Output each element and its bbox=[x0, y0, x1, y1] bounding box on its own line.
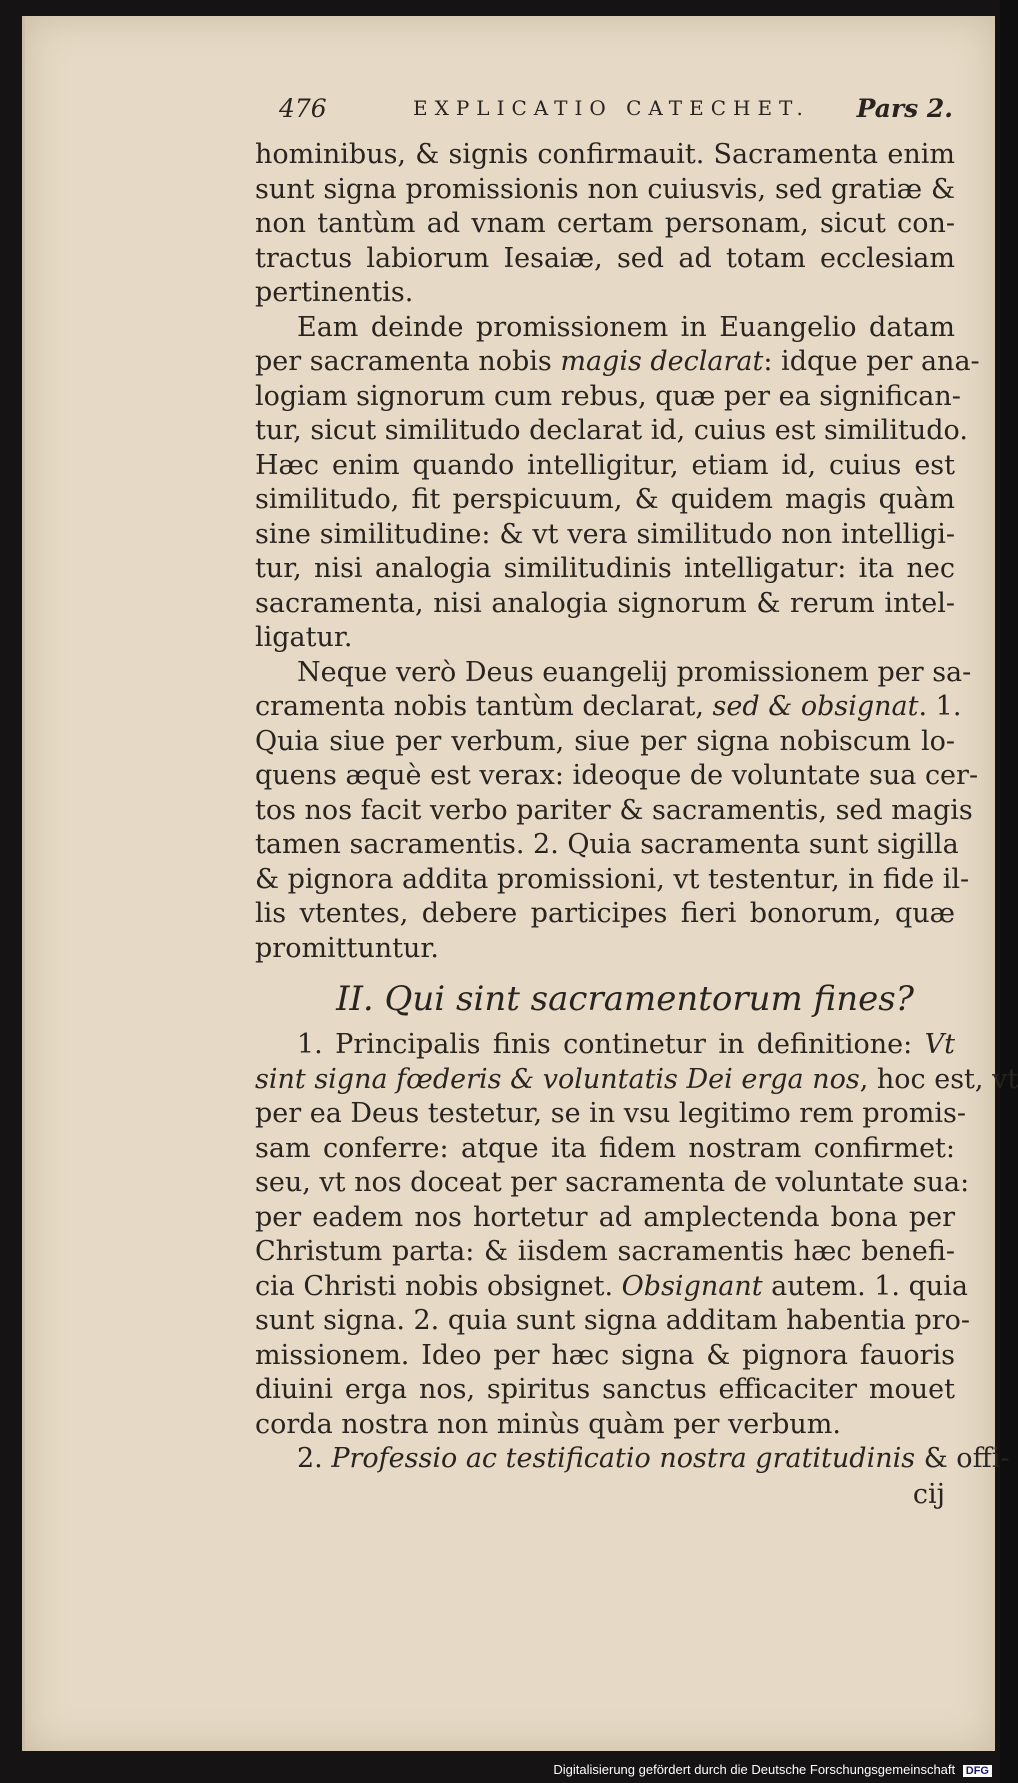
italic-text-run: Vt bbox=[924, 1029, 955, 1060]
text-run: 1. Principalis finis continetur in definitione: bbox=[297, 1029, 925, 1060]
italic-text-run: magis declarat bbox=[560, 346, 764, 377]
text-line bbox=[255, 380, 961, 415]
text-run: : idque per ana- bbox=[763, 346, 980, 377]
text-line bbox=[255, 587, 955, 622]
text-line bbox=[255, 1235, 955, 1270]
paragraphs-before-heading bbox=[255, 138, 980, 966]
text-line bbox=[255, 1442, 1010, 1477]
text-line bbox=[255, 207, 955, 242]
italic-text-run: Obsignant bbox=[621, 1270, 763, 1302]
text-run: pertinentis. bbox=[255, 277, 414, 308]
text-run: missionem. Ideo per hæc signa & pignora fauoris bbox=[255, 1339, 955, 1371]
text-line bbox=[255, 414, 968, 449]
text-block bbox=[255, 92, 1018, 1513]
text-run: non tantùm ad vnam certam personam, sicut con- bbox=[255, 208, 955, 239]
text-line bbox=[255, 794, 973, 829]
credit-text: Digitalisierung gefördert durch die Deutsche Forschungsgemeinschaft bbox=[553, 1762, 956, 1777]
text-line bbox=[255, 1028, 955, 1063]
text-line bbox=[255, 345, 980, 380]
text-run: sunt signa promissionis non cuiusvis, sed gratiæ & bbox=[255, 173, 955, 205]
text-line bbox=[255, 552, 955, 587]
paragraphs-after-heading bbox=[255, 1028, 1018, 1477]
text-line bbox=[255, 1304, 971, 1339]
text-line bbox=[255, 518, 955, 553]
text-line bbox=[255, 311, 955, 346]
text-run: Quia siue per verbum, siue per signa nobiscum lo- bbox=[255, 725, 955, 757]
text-run: sacramenta, nisi analogia signorum & rerum intel- bbox=[255, 587, 955, 619]
text-run: per eadem nos hortetur ad amplectenda bona per bbox=[255, 1201, 955, 1233]
text-line bbox=[255, 1166, 970, 1201]
text-run: tur, sicut similitudo declarat id, cuius est similitudo. bbox=[255, 415, 968, 446]
text-run: quens æquè est verax: ideoque de voluntate sua cer- bbox=[255, 760, 979, 791]
text-run: lis vtentes, debere participes fieri bonorum, quæ bbox=[255, 898, 955, 929]
text-line bbox=[255, 621, 955, 656]
text-run: sunt signa. 2. quia sunt signa additam habentia pro- bbox=[255, 1305, 971, 1336]
text-run: autem. 1. quia bbox=[762, 1270, 968, 1302]
text-line bbox=[255, 759, 979, 794]
text-line bbox=[255, 1339, 955, 1374]
text-run: similitudo, fit perspicuum, & quidem magis quàm bbox=[255, 484, 955, 515]
text-line bbox=[255, 932, 955, 967]
italic-text-run: sed & obsignat bbox=[712, 691, 919, 722]
text-line bbox=[255, 656, 972, 691]
italic-text-run: Professio ac testificatio nostra gratitudinis bbox=[331, 1443, 916, 1474]
text-line bbox=[255, 725, 955, 760]
text-line bbox=[255, 138, 955, 173]
text-line bbox=[255, 276, 955, 311]
text-line bbox=[255, 1063, 1018, 1098]
running-header bbox=[255, 92, 955, 138]
text-run: & pignora addita promissioni, vt testentur, in fide il- bbox=[255, 863, 970, 895]
text-run: promittuntur. bbox=[255, 932, 439, 964]
text-run: Hæc enim quando intelligitur, etiam id, cuius est bbox=[255, 449, 955, 481]
text-run: & offi- bbox=[915, 1443, 1010, 1474]
text-run: cramenta nobis tantùm declarat, bbox=[255, 691, 713, 722]
dfg-logo: DFG bbox=[963, 1765, 992, 1777]
text-line bbox=[255, 863, 970, 898]
text-run: tur, nisi analogia similitudinis intelligatur: ita nec bbox=[255, 553, 955, 584]
book-page bbox=[22, 16, 1018, 1751]
text-run: tamen sacramentis. 2. Quia sacramenta sunt sigilla bbox=[255, 829, 959, 860]
text-run: seu, vt nos doceat per sacramenta de voluntate sua: bbox=[255, 1167, 970, 1198]
text-run: cia Christi nobis obsignet. bbox=[255, 1270, 622, 1302]
section-heading: II. Qui sint sacramentorum fines? bbox=[336, 979, 914, 1019]
text-line bbox=[255, 897, 955, 932]
text-line bbox=[255, 1097, 967, 1132]
text-run: Eam deinde promissionem in Euangelio datam bbox=[297, 311, 955, 343]
text-line bbox=[255, 1408, 955, 1443]
text-line bbox=[255, 242, 955, 277]
text-line bbox=[255, 1270, 968, 1305]
text-run: sine similitudine: & vt vera similitudo non intelligi- bbox=[255, 518, 955, 550]
text-run: Christum parta: & iisdem sacramentis hæc benefi- bbox=[255, 1236, 955, 1267]
digitization-credit bbox=[553, 1762, 992, 1777]
text-run: 2. bbox=[297, 1443, 332, 1474]
text-line bbox=[255, 483, 955, 518]
text-line bbox=[255, 1201, 955, 1236]
part-label: Pars 2. bbox=[856, 94, 953, 123]
text-run: . 1. bbox=[918, 691, 962, 722]
text-line bbox=[255, 1373, 955, 1408]
text-run: Neque verò Deus euangelij promissionem per sa- bbox=[297, 656, 972, 688]
text-line bbox=[255, 690, 962, 725]
page-number: 476 bbox=[279, 94, 327, 123]
catchword: cij bbox=[912, 1478, 945, 1510]
text-run: ligatur. bbox=[255, 622, 353, 653]
text-run: tractus labiorum Iesaiæ, sed ad totam ecclesiam bbox=[255, 242, 955, 274]
text-run: diuini erga nos, spiritus sanctus efficaciter mouet bbox=[255, 1374, 955, 1405]
text-line bbox=[255, 449, 955, 484]
text-line bbox=[255, 173, 955, 208]
text-line bbox=[255, 1132, 955, 1167]
text-run: sam conferre: atque ita fidem nostram confirmet: bbox=[255, 1132, 955, 1164]
text-run: per sacramenta nobis bbox=[255, 346, 561, 377]
text-run: corda nostra non minùs quàm per verbum. bbox=[255, 1408, 841, 1440]
text-run: logiam signorum cum rebus, quæ per ea significan- bbox=[255, 380, 961, 412]
text-run: , hoc est, vt bbox=[859, 1063, 1018, 1095]
text-line bbox=[255, 828, 959, 863]
running-title: EXPLICATIO CATECHET. bbox=[413, 96, 810, 120]
italic-text-run: sint signa fœderis & voluntatis Dei erga nos bbox=[255, 1063, 860, 1095]
text-run: tos nos facit verbo pariter & sacramentis, sed magis bbox=[255, 794, 973, 826]
text-run: per ea Deus testetur, se in vsu legitimo rem promis- bbox=[255, 1098, 967, 1129]
text-run: hominibus, & signis confirmauit. Sacramenta enim bbox=[255, 139, 955, 170]
